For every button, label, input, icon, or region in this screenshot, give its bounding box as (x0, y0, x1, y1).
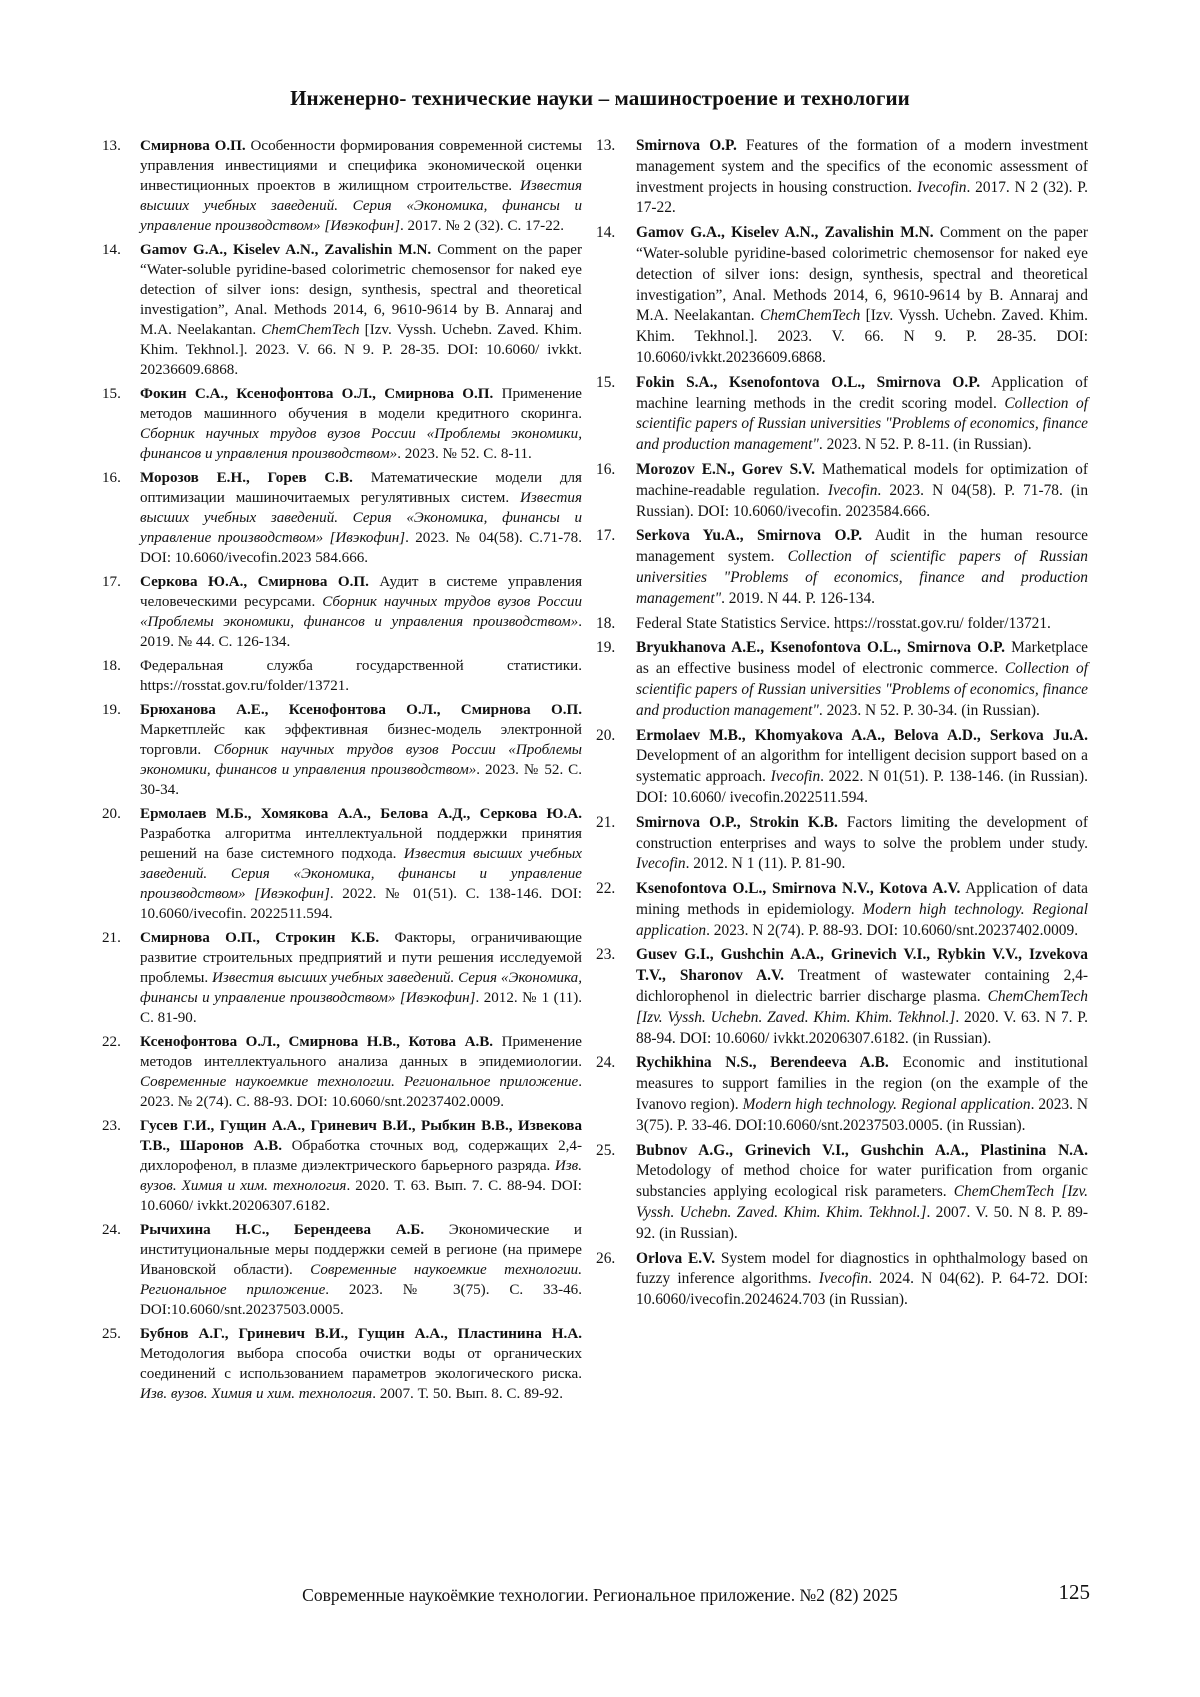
reference-details: . 2023. № 52. С. 8-11. (397, 446, 532, 462)
reference-authors: Фокин С.А., Ксенофонтова О.Л., Смирнова О.П. (140, 386, 494, 402)
references-russian-column (102, 136, 582, 1408)
reference-source: Изв. вузов. Химия и хим. технология (140, 1158, 582, 1194)
reference-item (102, 240, 582, 380)
reference-details: . 2012. N 1 (11). P. 81-90. (685, 855, 846, 873)
reference-item (102, 384, 582, 464)
reference-title: Математические модели для оптимизации машиночитаемых регулятивных систем. (140, 470, 582, 506)
reference-authors: Fokin S.A., Ksenofontova O.L., Smirnova O.P. (636, 373, 981, 391)
reference-source: Известия высших учебных заведений. Серия «Экономика, финансы и управление производством» [Ивэкофин] (140, 846, 582, 902)
reference-item (596, 460, 1088, 522)
reference-item (596, 223, 1088, 369)
reference-authors: Smirnova O.P., Strokin K.B. (636, 813, 838, 831)
reference-item (596, 373, 1088, 456)
reference-item (102, 572, 582, 652)
reference-authors: Gamov G.A., Kiselev A.N., Zavalishin M.N. (140, 242, 432, 258)
reference-source: Известия высших учебных заведений. Серия «Экономика, финансы и управление производством» [Ивэкофин] (140, 178, 582, 234)
reference-item (596, 638, 1088, 721)
reference-number: 15. (102, 386, 121, 402)
reference-details: [Izv. Vyssh. Uchebn. Zaved. Khim. Khim. Tekhnol.]. 2023. V. 66. N 9. P. 28-35. DOI: 10.6060/ivkkt.20236609.6868. (636, 307, 1088, 366)
reference-details: . 2007. V. 50. N 8. P. 89-92. (in Russian). (636, 1204, 1088, 1242)
reference-title: Audit in the human resource management system. (636, 527, 1089, 566)
reference-details: . 2023. № 04(58). С.71-78. DOI: 10.6060/ivecofin.2023 584.666. (140, 530, 582, 566)
reference-authors: Bryukhanova A.E., Ksenofontova O.L., Smirnova O.P. (636, 639, 1005, 657)
reference-title: Обработка сточных вод, содержащих 2,4-дихлорофенол, в плазме диэлектрического барьерного разряда. (140, 1138, 582, 1174)
reference-details: . 2019. № 44. С. 126-134. (140, 614, 582, 650)
reference-source: ChemChemTech (759, 307, 861, 325)
reference-number: 16. (596, 460, 616, 478)
reference-source: Известия высших учебных заведений. Серия «Экономика, финансы и управление производством» [Ивэкофин] (140, 490, 582, 546)
reference-source: Сборник научных трудов вузов России «Проблемы экономики, финансов и управления производством» (140, 742, 582, 778)
reference-source: Modern high technology. Regional application (636, 900, 1088, 939)
reference-item (102, 1032, 582, 1112)
reference-number: 19. (102, 702, 121, 718)
reference-source: Сборник научных трудов вузов России «Проблемы экономики, финансов и управления производством» (140, 594, 582, 630)
reference-source: Современные наукоемкие технологии. Региональное приложение (140, 1074, 579, 1090)
reference-source: Collection of scientific papers of Russian universities "Problems of economics, finance and production management" (636, 548, 1088, 607)
reference-authors: Бубнов А.Г., Гриневич В.И., Гущин А.А., Пластинина Н.А. (140, 1326, 582, 1342)
reference-details: . 2023. N 52. P. 30-34. (in Russian). (818, 701, 1040, 719)
reference-authors: Gamov G.A., Kiselev A.N., Zavalishin M.N. (636, 224, 934, 242)
reference-number: 17. (596, 527, 616, 545)
reference-source: Modern high technology. Regional application (742, 1096, 1031, 1114)
reference-number: 20. (596, 726, 616, 744)
reference-title: Mathematical models for optimization of machine-readable regulation. (636, 460, 1088, 499)
reference-authors: Gusev G.I., Gushchin A.A., Grinevich V.I., Rybkin V.V., Izvekova T.V., Sharonov A.V. (636, 946, 1088, 985)
reference-source: Collection of scientific papers of Russian universities "Problems of economics, finance and production management" (636, 394, 1088, 454)
reference-details: . 2022. N 01(51). P. 138-146. (in Russian). DOI: 10.6060/ ivecofin.2022511.594. (636, 768, 1088, 806)
reference-details: . 2017. № 2 (32). С. 17-22. (399, 218, 565, 234)
reference-source: Ivecofin (818, 1270, 869, 1288)
reference-list-en (596, 136, 1088, 1311)
reference-authors: Смирнова О.П., Строкин К.Б. (140, 930, 380, 946)
reference-item (596, 526, 1088, 609)
reference-details: . 2017. N 2 (32). P. 17-22. (636, 178, 1089, 217)
reference-title: System model for diagnostics in ophthalmology based on fuzzy inference algorithms. (636, 1249, 1088, 1288)
reference-details: . 2020. Т. 63. Вып. 7. С. 88-94. DOI: 10.6060/ ivkkt.20206307.6182. (140, 1178, 582, 1214)
reference-item (102, 1324, 582, 1404)
reference-title: Factors limiting the development of construction enterprises and ways to solve the problem under study. (636, 813, 1088, 852)
reference-number: 21. (102, 930, 121, 946)
reference-title: Маркетплейс как эффективная бизнес-модель электронной торговли. (140, 722, 582, 758)
reference-title: Marketplace as an effective business model of electronic commerce. (636, 639, 1088, 678)
reference-number: 16. (102, 470, 121, 486)
reference-item (596, 945, 1088, 1049)
reference-source: ChemChemTech [Izv. Vyssh. Uchebn. Zaved. Khim. Khim. Tekhnol.] (636, 988, 1088, 1026)
reference-source: Ivecofin (636, 855, 686, 873)
reference-authors: Ermolaev M.B., Khomyakova A.A., Belova A.D., Serkova Ju.A. (636, 726, 1088, 744)
reference-title: Федеральная служба государственной статистики. https://rosstat.gov.ru/folder/13721. (140, 658, 582, 694)
reference-title: Аудит в системе управления человеческими ресурсами. (140, 574, 583, 610)
reference-authors: Брюханова А.Е., Ксенофонтова О.Л., Смирнова О.П. (140, 702, 582, 718)
reference-details: . 2023. N 52. P. 8-11. (in Russian). (818, 436, 1032, 454)
reference-title: Treatment of wastewater containing 2,4-dichlorophenol in dielectric barrier discharge plasma. (636, 967, 1089, 1006)
reference-source: ChemChemTech [Izv. Vyssh. Uchebn. Zaved. Khim. Khim. Tekhnol.] (636, 1183, 1088, 1222)
reference-number: 18. (596, 614, 616, 632)
reference-title: Разработка алгоритма интеллектуальной поддержки принятия решений на базе системного подхода. (140, 826, 582, 862)
reference-number: 24. (102, 1222, 121, 1238)
reference-authors: Серкова Ю.А., Смирнова О.П. (140, 574, 369, 590)
reference-title: Comment on the paper “Water-soluble pyridine-based colorimetric chemosensor for naked eye detection of silver ions: design, synthesis, spectral and theoretical investigation”, Anal. Methods 2014, 6, 9610-9614 by B. Annaraj and M.A. Neelakantan. (140, 242, 582, 338)
reference-title: Application of data mining methods in epidemiology. (636, 880, 1089, 918)
reference-details: . 2023. N 04(58). P. 71-78. (in Russian). DOI: 10.6060/ivecofin. 2023584.666. (636, 481, 1089, 520)
reference-item (102, 928, 582, 1028)
reference-item (102, 1220, 582, 1320)
reference-title: Application of machine learning methods in the credit scoring model. (636, 373, 1088, 412)
reference-details: . 2022. № 01(51). С. 138-146. DOI: 10.6060/ivecofin. 2022511.594. (140, 886, 582, 922)
reference-title: Development of an algorithm for intelligent decision support based on a systematic approach. (636, 747, 1088, 786)
reference-number: 22. (596, 880, 616, 898)
reference-source: ChemChemTech (261, 322, 360, 338)
reference-item (596, 1141, 1088, 1245)
reference-details: . 2020. V. 63. N 7. P. 88-94. DOI: 10.6060/ ivkkt.20206307.6182. (in Russian). (636, 1008, 1088, 1047)
reference-item (596, 1053, 1088, 1136)
running-head: Инженерно- технические науки – машиностроение и технологии (290, 86, 910, 110)
reference-authors: Рычихина Н.С., Берендеева А.Б. (140, 1222, 425, 1238)
reference-item (596, 879, 1088, 941)
reference-authors: Гусев Г.И., Гущин А.А., Гриневич В.И., Рыбкин В.В., Извекова Т.В., Шаронов А.В. (140, 1118, 582, 1154)
reference-details: . 2007. Т. 50. Вып. 8. С. 89-92. (372, 1386, 563, 1402)
reference-number: 13. (596, 137, 616, 154)
reference-details: . 2012. № 1 (11). С. 81-90. (140, 990, 582, 1026)
reference-source: Collection of scientific papers of Russian universities "Problems of economics, finance and production management" (636, 660, 1089, 719)
reference-item (596, 1249, 1088, 1311)
reference-source: Ivecofin (827, 481, 878, 499)
reference-number: 25. (596, 1141, 616, 1159)
page-number: 125 (1058, 1580, 1090, 1604)
reference-details: . 2019. N 44. P. 126-134. (721, 589, 876, 607)
reference-source: Современные наукоемкие технологии. Региональное приложение (140, 1262, 582, 1298)
reference-item (102, 656, 582, 696)
reference-details: . 2023. № 2(74). С. 88-93. DOI: 10.6060/snt.20237402.0009. (140, 1074, 582, 1110)
reference-number: 14. (102, 242, 121, 258)
journal-footer: Современные наукоёмкие технологии. Региональное приложение. №2 (82) 2025 (302, 1585, 898, 1605)
reference-item (102, 804, 582, 924)
reference-number: 26. (596, 1249, 616, 1267)
reference-authors: Смирнова О.П. (140, 138, 246, 154)
reference-details: [Izv. Vyssh. Uchebn. Zaved. Khim. Khim. Tekhnol.]. 2023. V. 66. N 9. P. 28-35. DOI: 10.6060/ ivkkt. 20236609.6868. (140, 322, 582, 378)
reference-number: 21. (596, 813, 616, 831)
reference-number: 22. (102, 1034, 121, 1050)
reference-number: 15. (596, 373, 616, 391)
reference-title: Применение методов машинного обучения в модели кредитного скоринга. (140, 386, 582, 422)
reference-authors: Bubnov A.G., Grinevich V.I., Gushchin A.A., Plastinina N.A. (636, 1141, 1088, 1159)
reference-item (596, 614, 1088, 635)
reference-number: 25. (102, 1326, 121, 1342)
reference-source: Известия высших учебных заведений. Серия «Экономика, финансы и управление производством» [Ивэкофин] (140, 970, 582, 1006)
reference-number: 20. (102, 806, 121, 822)
reference-list-ru (102, 136, 582, 1404)
reference-number: 19. (596, 639, 616, 657)
reference-source: Ivecofin (770, 768, 821, 786)
reference-details: . 2023. N 3(75). P. 33-46. DOI:10.6060/snt.20237503.0005. (in Russian). (636, 1096, 1088, 1134)
reference-item (596, 136, 1088, 219)
reference-details: . 2023. № 52. С. 30-34. (140, 762, 583, 798)
reference-title: Federal State Statistics Service. https://rosstat.gov.ru/ folder/13721. (636, 614, 1051, 632)
reference-title: Особенности формирования современной системы управления инвестициями и специфика экономической оценки инвестиционных проектов в жилищном строительстве. (140, 138, 583, 194)
reference-authors: Smirnova O.P. (636, 137, 737, 154)
reference-number: 24. (596, 1054, 616, 1072)
reference-title: Применение методов интеллектуального анализа данных в эпидемиологии. (140, 1034, 582, 1070)
reference-number: 23. (596, 946, 616, 964)
reference-number: 14. (596, 224, 616, 242)
reference-authors: Morozov E.N., Gorev S.V. (636, 460, 815, 478)
reference-authors: Orlova E.V. (636, 1249, 716, 1267)
reference-title: Экономические и институциональные меры поддержки семей в регионе (на примере Ивановской области). (140, 1222, 582, 1278)
reference-item (102, 1116, 582, 1216)
reference-source: Сборник научных трудов вузов России «Проблемы экономики, финансов и управления производством» (140, 426, 582, 462)
reference-title: Economic and institutional measures to support families in the region (on the example of the Ivanovo region). (636, 1054, 1088, 1114)
reference-source: Ivecofin (916, 178, 967, 196)
reference-item (102, 700, 582, 800)
reference-authors: Ермолаев М.Б., Хомякова А.А., Белова А.Д., Серкова Ю.А. (140, 806, 582, 822)
reference-authors: Serkova Yu.A., Smirnova O.P. (636, 527, 863, 545)
references-english-column (596, 136, 1088, 1315)
reference-number: 18. (102, 658, 121, 674)
reference-number: 13. (102, 138, 121, 154)
reference-number: 23. (102, 1118, 121, 1134)
reference-details: . 2023. N 2(74). P. 88-93. DOI: 10.6060/snt.20237402.0009. (706, 921, 1079, 939)
reference-title: Факторы, ограничивающие развитие строительных предприятий и пути решения исследуемой проблемы. (140, 930, 583, 986)
reference-item (596, 813, 1088, 875)
reference-authors: Ksenofontova O.L., Smirnova N.V., Kotova A.V. (636, 880, 961, 898)
reference-authors: Морозов Е.Н., Горев С.В. (140, 470, 353, 486)
reference-title: Методология выбора способа очистки воды от органических соединений с использованием параметров экологического риска. (140, 1346, 582, 1382)
reference-item (596, 726, 1088, 809)
reference-title: Features of the formation of a modern investment management system and the specifics of the economic assessment of investment projects in housing construction. (636, 137, 1089, 196)
reference-item (102, 136, 582, 236)
reference-source: Изв. вузов. Химия и хим. технология (140, 1386, 373, 1402)
reference-item (102, 468, 582, 568)
reference-title: Metodology of method choice for water purification from organic substancies applying ecological risk parameters. (636, 1162, 1088, 1201)
reference-details: . 2024. N 04(62). P. 64-72. DOI: 10.6060/ivecofin.2024624.703 (in Russian). (636, 1270, 1088, 1309)
reference-authors: Rychikhina N.S., Berendeeva A.B. (636, 1054, 889, 1072)
reference-number: 17. (102, 574, 121, 590)
reference-authors: Ксенофонтова О.Л., Смирнова Н.В., Котова А.В. (140, 1034, 494, 1050)
reference-details: . 2023. № 3(75). С. 33-46. DOI:10.6060/snt.20237503.0005. (140, 1282, 582, 1318)
reference-title: Comment on the paper “Water-soluble pyridine-based colorimetric chemosensor for naked eye detection of silver ions: design, synthesis, spectral and theoretical investigation”, Anal. Methods 2014, 6, 9610-9614 by B. Annaraj and M.A. Neelakantan. (636, 224, 1088, 325)
